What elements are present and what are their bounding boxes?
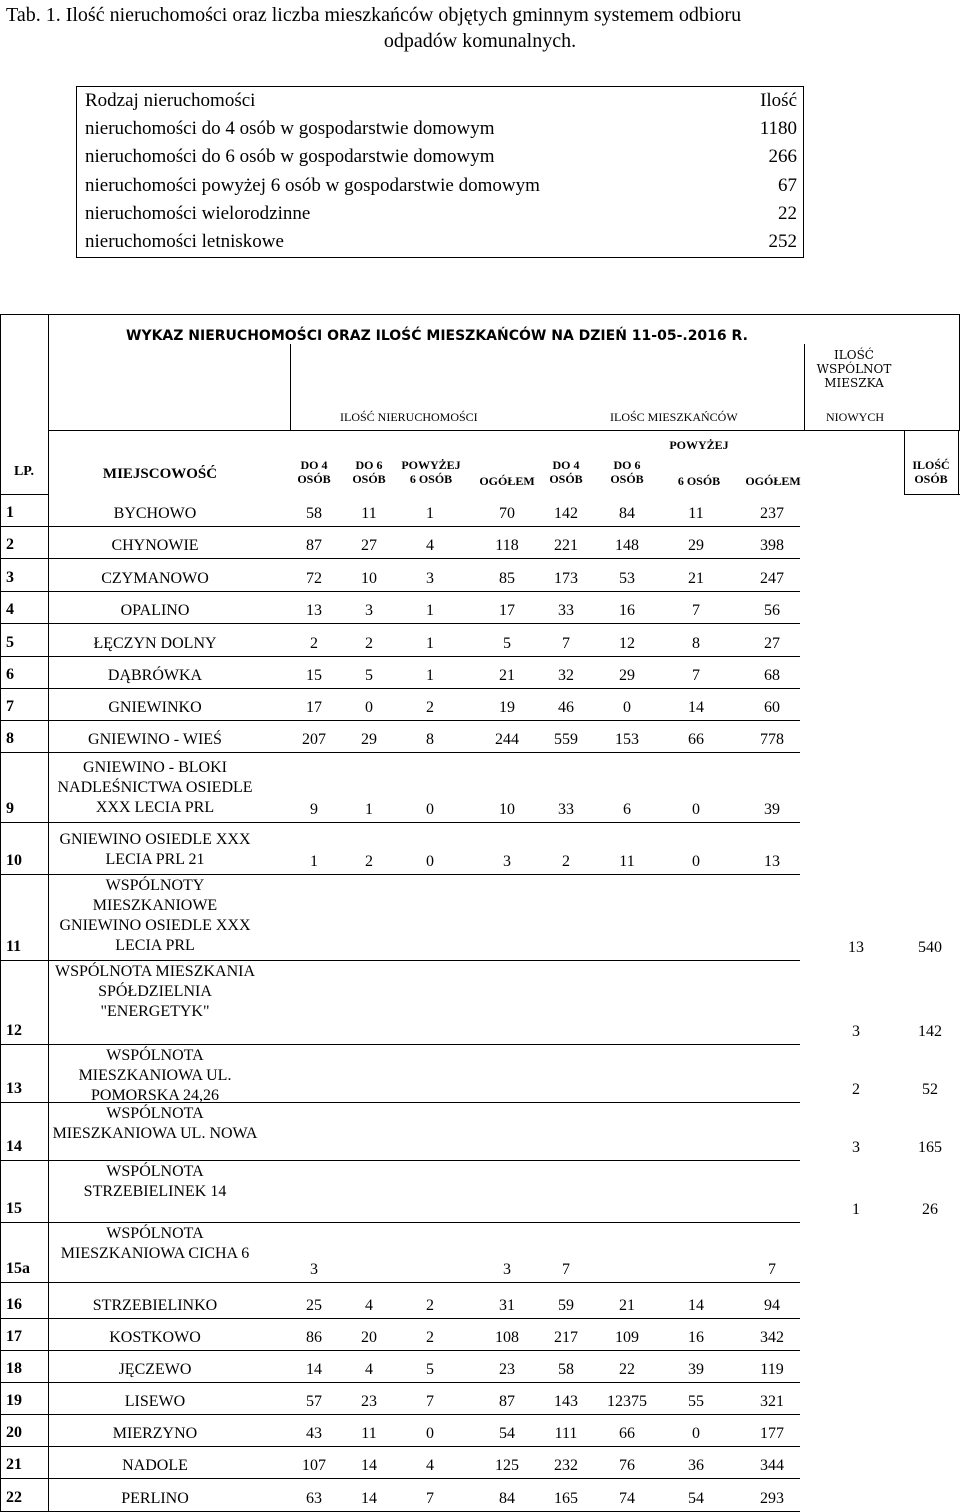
cell-m6: 148 [615,537,639,554]
cell-m4: 173 [554,570,578,587]
row-lp: 17 [6,1328,22,1345]
cell-m6: 74 [619,1490,635,1507]
cell-n4: 87 [306,537,322,554]
cell-n4: 1 [310,853,318,870]
cell-mt: 778 [760,731,784,748]
row-lp: 5 [6,634,14,651]
row-divider [0,1160,800,1161]
cell-m4: 142 [554,505,578,522]
cell-mt: 398 [760,537,784,554]
cell-nt: 23 [499,1361,515,1378]
cell-mt: 344 [760,1457,784,1474]
cell-nt: 19 [499,699,515,716]
cell-n6: 2 [365,635,373,652]
cell-m4: 32 [558,667,574,684]
cell-n4: 72 [306,570,322,587]
cell-n6: 3 [365,602,373,619]
cell-m6: 76 [619,1457,635,1474]
header-wspolnot-tail: NIOWYCH [826,410,884,424]
cell-np: 8 [426,731,434,748]
cell-np: 0 [426,853,434,870]
cell-n4: 17 [306,699,322,716]
header-mp-top: POWYŻEJ [669,438,729,452]
cell-np: 4 [426,537,434,554]
row-place: DĄBRÓWKA [107,667,203,684]
cell-m4: 217 [554,1329,578,1346]
divider [48,314,49,430]
cell-m6: 12375 [607,1393,647,1410]
row-place: LISEWO [124,1393,186,1410]
cell-m6: 153 [615,731,639,748]
row-divider [0,591,800,592]
cell-n4: 2 [310,635,318,652]
row-lp: 18 [6,1360,22,1377]
cell-mp: 14 [688,699,704,716]
cell-np: 7 [426,1490,434,1507]
cell-nt: 84 [499,1490,515,1507]
cell-mp: 7 [692,667,700,684]
cell-nt: 70 [499,505,515,522]
cell-m6: 29 [619,667,635,684]
cell-np: 1 [426,667,434,684]
row-place: GNIEWINO OSIEDLE XXX LECIA PRL 21 [59,831,251,868]
cell-m4: 7 [562,635,570,652]
summary-type: nieruchomości wielorodzinne [85,203,311,224]
cell-mp: 21 [688,570,704,587]
cell-m4: 111 [554,1425,578,1442]
cell-mp: 16 [688,1329,704,1346]
caption-line-2: odpadów komunalnych. [383,30,577,52]
divider [48,430,49,1511]
summary-header-row [77,87,803,115]
cell-nt: 85 [499,570,515,587]
cell-m4: 46 [558,699,574,716]
summary-header-type: Rodzaj nieruchomości [85,90,256,111]
row-place: STRZEBIELINKO [92,1297,218,1314]
cell-n4: 13 [306,602,322,619]
cell-mt: 342 [760,1329,784,1346]
divider [0,494,48,495]
cell-np: 3 [426,570,434,587]
cell-m6: 6 [623,801,631,818]
cell-n6: 10 [361,570,377,587]
header-ilosc-osob: ILOŚĆ OSÓB [912,458,950,486]
cell-mp: 54 [688,1490,704,1507]
row-lp: 6 [6,666,14,683]
row-lp: 7 [6,698,14,715]
summary-row [77,172,803,200]
cell-nt: 54 [499,1425,515,1442]
cell-mp: 39 [688,1361,704,1378]
cell-mt: 56 [764,602,780,619]
cell-w: 1 [852,1201,860,1218]
cell-m6: 16 [619,602,635,619]
cell-np: 2 [426,1329,434,1346]
row-divider [0,1282,800,1283]
row-divider [0,720,800,721]
divider [804,344,805,430]
cell-mt: 68 [764,667,780,684]
header-lp: LP. [13,464,35,479]
row-divider [0,688,800,689]
cell-n6: 20 [361,1329,377,1346]
row-divider [0,1350,800,1351]
divider [958,430,959,494]
row-lp: 22 [6,1489,22,1506]
row-place: OPALINO [120,602,190,619]
row-place: WSPÓLNOTA MIESZKANIA SPÓŁDZIELNIA "ENERGETYK" [54,963,256,1020]
cell-mp: 36 [688,1457,704,1474]
header-mp-bottom: 6 OSÓB [677,474,721,488]
cell-mp: 11 [688,505,704,522]
row-place: MIERZYNO [112,1425,198,1442]
cell-mp: 55 [688,1393,704,1410]
cell-mt: 321 [760,1393,784,1410]
cell-m6: 12 [619,635,635,652]
row-lp: 4 [6,601,14,618]
summary-row [77,115,803,143]
cell-n4: 15 [306,667,322,684]
row-lp: 3 [6,569,14,586]
cell-wo: 540 [918,939,942,956]
cell-w: 2 [852,1081,860,1098]
row-lp: 1 [6,504,14,521]
cell-np: 0 [426,801,434,818]
row-place: GNIEWINO - BLOKI NADLEŚNICTWA OSIEDLE XXX LECIA PRL [57,759,253,816]
cell-np: 2 [426,699,434,716]
cell-n6: 4 [365,1297,373,1314]
summary-type: nieruchomości do 6 osób w gospodarstwie domowym [85,146,495,167]
row-lp: 21 [6,1456,22,1473]
summary-row [77,228,803,256]
row-lp: 16 [6,1296,22,1313]
row-place: WSPÓLNOTA MIESZKANIOWA CICHA 6 [60,1225,250,1262]
header-place: MIEJSCOWOŚĆ [102,466,218,482]
cell-mp: 66 [688,731,704,748]
header-mt: OGÓŁEM [745,474,801,488]
summary-type: nieruchomości powyżej 6 osób w gospodarstwie domowym [85,175,540,196]
summary-count: 252 [768,231,797,252]
row-place: NADOLE [122,1457,188,1474]
summary-type: nieruchomości do 4 osób w gospodarstwie domowym [85,118,495,139]
header-group-nieruchomosci: ILOŚĆ NIERUCHOMOŚCI [340,410,478,424]
cell-n4: 25 [306,1297,322,1314]
cell-n4: 58 [306,505,322,522]
header-nt: OGÓŁEM [479,474,535,488]
cell-m4: 143 [554,1393,578,1410]
cell-np: 1 [426,505,434,522]
header-group-mieszkancow: ILOŚC MIESZKAŃCÓW [610,410,738,424]
cell-mt: 13 [764,853,780,870]
cell-m6: 22 [619,1361,635,1378]
summary-row [77,143,803,171]
cell-mp: 0 [692,853,700,870]
row-divider [0,1318,800,1319]
table-left-edge [0,430,1,1511]
cell-mt: 177 [760,1425,784,1442]
divider [904,430,905,494]
cell-m4: 2 [562,853,570,870]
cell-nt: 3 [503,853,511,870]
summary-count: 22 [778,203,797,224]
summary-count: 1180 [759,118,797,139]
cell-nt: 5 [503,635,511,652]
row-lp: 8 [6,730,14,747]
cell-nt: 17 [499,602,515,619]
cell-nt: 87 [499,1393,515,1410]
cell-n6: 2 [365,853,373,870]
header-n6: DO 6 OSÓB [352,458,386,486]
cell-np: 5 [426,1361,434,1378]
row-place: WSPÓLNOTA MIESZKANIOWA UL. NOWA [52,1105,258,1142]
cell-n6: 4 [365,1361,373,1378]
row-divider [0,558,800,559]
cell-mt: 293 [760,1490,784,1507]
cell-n4: 14 [306,1361,322,1378]
row-divider [0,752,800,753]
cell-n4: 3 [310,1261,318,1278]
header-m4: DO 4 OSÓB [549,458,583,486]
row-place: JĘCZEWO [118,1361,192,1378]
summary-count: 266 [768,146,797,167]
header-n4: DO 4 OSÓB [297,458,331,486]
header-m6: DO 6 OSÓB [610,458,644,486]
row-divider [0,874,800,875]
cell-n4: 107 [302,1457,326,1474]
table-title: WYKAZ NIERUCHOMOŚCI ORAZ ILOŚĆ MIESZKAŃCÓW NA DZIEŃ 11-05-.2016 R. [126,328,748,344]
cell-n6: 0 [365,699,373,716]
row-place: GNIEWINKO [108,699,202,716]
summary-row [77,200,803,228]
cell-m4: 58 [558,1361,574,1378]
cell-m6: 53 [619,570,635,587]
cell-n4: 43 [306,1425,322,1442]
cell-m4: 559 [554,731,578,748]
cell-mt: 7 [768,1261,776,1278]
row-divider [0,656,800,657]
row-divider [0,623,800,624]
row-divider [0,1222,800,1223]
cell-m6: 66 [619,1425,635,1442]
cell-n6: 5 [365,667,373,684]
cell-mt: 237 [760,505,784,522]
cell-nt: 3 [503,1261,511,1278]
cell-mp: 0 [692,801,700,818]
cell-wo: 52 [922,1081,938,1098]
cell-n4: 57 [306,1393,322,1410]
cell-m6: 109 [615,1329,639,1346]
row-place: KOSTKOWO [109,1329,201,1346]
row-divider [0,1044,800,1045]
cell-nt: 244 [495,731,519,748]
row-place: BYCHOWO [113,505,197,522]
row-lp: 12 [6,1022,22,1039]
row-lp: 13 [6,1080,22,1097]
cell-m4: 7 [562,1261,570,1278]
cell-n6: 11 [361,505,377,522]
row-place: GNIEWINO - WIEŚ [88,731,222,748]
row-place: CHYNOWIE [111,537,199,554]
cell-m4: 232 [554,1457,578,1474]
cell-n6: 14 [361,1457,377,1474]
cell-n4: 9 [310,801,318,818]
cell-n4: 207 [302,731,326,748]
row-lp: 10 [6,852,22,869]
summary-table [76,86,804,258]
divider [48,430,960,431]
cell-mt: 60 [764,699,780,716]
row-lp: 15 [6,1200,22,1217]
cell-m4: 221 [554,537,578,554]
cell-w: 13 [848,939,864,956]
row-place: WSPÓLNOTA STRZEBIELINEK 14 [83,1163,227,1200]
cell-m4: 33 [558,801,574,818]
row-lp: 15a [6,1260,30,1277]
cell-nt: 125 [495,1457,519,1474]
caption-line-1: Tab. 1. Ilość nieruchomości oraz liczba mieszkańców objętych gminnym systemem odbioru [6,4,742,26]
cell-m6: 11 [619,853,635,870]
cell-nt: 118 [495,537,519,554]
row-lp: 2 [6,536,14,553]
cell-m4: 59 [558,1297,574,1314]
summary-count: 67 [778,175,797,196]
cell-n6: 1 [365,801,373,818]
cell-mp: 14 [688,1297,704,1314]
row-divider [0,1446,800,1447]
cell-wo: 142 [918,1023,942,1040]
row-lp: 20 [6,1424,22,1441]
cell-mt: 27 [764,635,780,652]
cell-mt: 247 [760,570,784,587]
divider [904,494,960,495]
row-divider [0,822,800,823]
property-table [0,314,960,1512]
cell-m4: 165 [554,1490,578,1507]
row-place: WSPÓLNOTY MIESZKANIOWE GNIEWINO OSIEDLE XXX LECIA PRL [59,877,251,954]
row-divider [0,960,800,961]
cell-n6: 11 [361,1425,377,1442]
cell-np: 7 [426,1393,434,1410]
summary-type: nieruchomości letniskowe [85,231,284,252]
header-wspolnot: ILOŚĆ WSPÓLNOT MIESZKA [816,348,892,390]
cell-np: 2 [426,1297,434,1314]
cell-n4: 86 [306,1329,322,1346]
row-lp: 11 [6,938,22,955]
row-place: WSPÓLNOTA MIESZKANIOWA UL. POMORSKA 24,26 [78,1047,232,1104]
row-divider [0,1414,800,1415]
cell-nt: 10 [499,801,515,818]
cell-mt: 39 [764,801,780,818]
cell-nt: 21 [499,667,515,684]
row-lp: 14 [6,1138,22,1155]
cell-n6: 27 [361,537,377,554]
row-lp: 9 [6,800,14,817]
cell-m4: 33 [558,602,574,619]
cell-mt: 119 [760,1361,784,1378]
cell-n6: 23 [361,1393,377,1410]
cell-mt: 94 [764,1297,780,1314]
cell-m6: 21 [619,1297,635,1314]
cell-np: 1 [426,635,434,652]
cell-mp: 29 [688,537,704,554]
cell-wo: 26 [922,1201,938,1218]
cell-w: 3 [852,1023,860,1040]
row-divider [0,1382,800,1383]
cell-mp: 0 [692,1425,700,1442]
cell-nt: 108 [495,1329,519,1346]
cell-m6: 0 [623,699,631,716]
summary-header-count: Ilość [760,90,797,111]
cell-w: 3 [852,1139,860,1156]
row-place: PERLINO [121,1490,189,1507]
row-divider [0,526,800,527]
cell-n6: 29 [361,731,377,748]
row-place: CZYMANOWO [101,570,209,587]
cell-wo: 165 [918,1139,942,1156]
cell-mp: 7 [692,602,700,619]
cell-nt: 31 [499,1297,515,1314]
divider [290,344,291,430]
header-np: POWYŻEJ 6 OSÓB [401,458,461,486]
row-lp: 19 [6,1392,22,1409]
cell-np: 0 [426,1425,434,1442]
cell-n6: 14 [361,1490,377,1507]
cell-mp: 8 [692,635,700,652]
row-divider [0,1478,800,1479]
cell-m6: 84 [619,505,635,522]
cell-np: 4 [426,1457,434,1474]
cell-np: 1 [426,602,434,619]
row-place: ŁĘCZYN DOLNY [93,635,217,652]
cell-n4: 63 [306,1490,322,1507]
